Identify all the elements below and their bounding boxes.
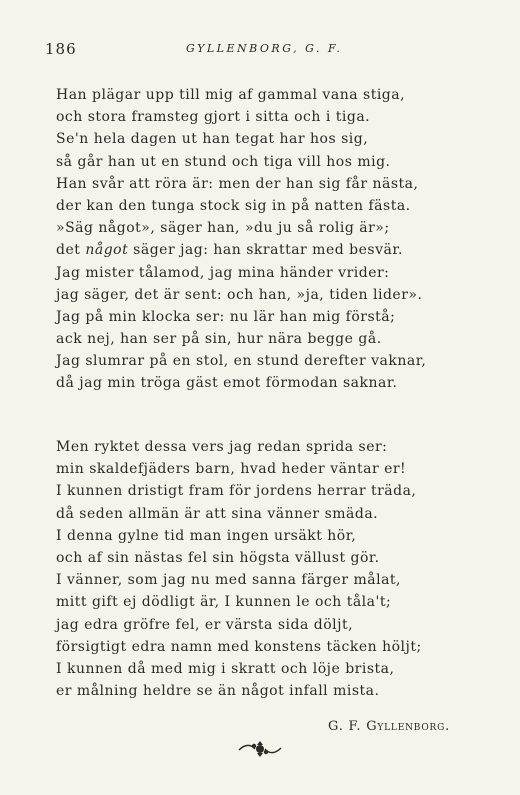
poem-line: Men ryktet dessa vers jag redan sprida ser: [56, 439, 388, 455]
poem-line: ack nej, han ser på sin, hur nära begge gå. [56, 331, 382, 348]
author-signature: G. F. Gyllenborg. [327, 719, 450, 734]
poem-line: och af sin nästas fel sin högsta vällust gör. [56, 549, 380, 566]
poem-line: Jag på min klocka ser: nu lär han mig förstå; [56, 308, 396, 325]
poem-stanza-1 [56, 84, 476, 395]
poem-line: jag edra gröfre fel, er värsta sida döljt, [56, 616, 354, 633]
poem-line: Han svår att röra är: men der han sig får nästa, [56, 175, 419, 192]
poem-stanza-2 [56, 436, 476, 702]
poem-line: I vänner, som jag nu med sanna färger målat, [56, 572, 401, 589]
poem-line: försigtigt edra namn med konstens täcken höljt; [56, 638, 422, 655]
italic-word: något [85, 242, 129, 259]
poem-line: I denna gylne tid man ingen ursäkt hör, [56, 527, 357, 544]
poem-line: då seden allmän är att sina vänner smäda. [56, 505, 379, 522]
poem-line: då jag min tröga gäst emot förmodan saknar. [56, 375, 398, 392]
running-head: GYLLENBORG, G. F. [186, 42, 343, 55]
poem-line: mitt gift ej dödligt är, I kunnen le och tåla't; [56, 594, 392, 611]
page-header [0, 40, 520, 60]
poem-line: I kunnen då med mig i skratt och löje brista, [56, 660, 395, 677]
poem-line: I kunnen dristigt fram för jordens herrar träda, [56, 483, 417, 500]
poem-line: det något säger jag: han skrattar med besvär. [56, 242, 403, 259]
poem-line: så går han ut en stund och tiga vill hos mig. [56, 153, 391, 170]
poem-line: er målning heldre se än något infall mista. [56, 683, 380, 700]
poem-line: och stora framsteg gjort i sitta och i tiga. [56, 109, 371, 126]
poem-line: min skaldefjäders barn, hvad heder väntar er! [56, 461, 407, 478]
poem-line: der kan den tunga stock sig in på natten fästa. [56, 197, 411, 214]
poem-line: Jag mister tålamod, jag mina händer vrider: [56, 264, 390, 281]
poem-line: Se'n hela dagen ut han tegat har hos sig, [56, 131, 369, 148]
floral-ornament-icon [235, 740, 285, 758]
poem-line: jag säger, det är sent: och han, »ja, tiden lider». [56, 286, 423, 303]
poem-line: Han plägar upp till mig af gammal vana stiga, [56, 87, 406, 103]
poem-line: Jag slumrar på en stol, en stund derefter vaknar, [56, 353, 427, 370]
page-number: 186 [45, 40, 77, 58]
poem-line: »Säg något», säger han, »du ju så rolig är»; [56, 220, 390, 237]
